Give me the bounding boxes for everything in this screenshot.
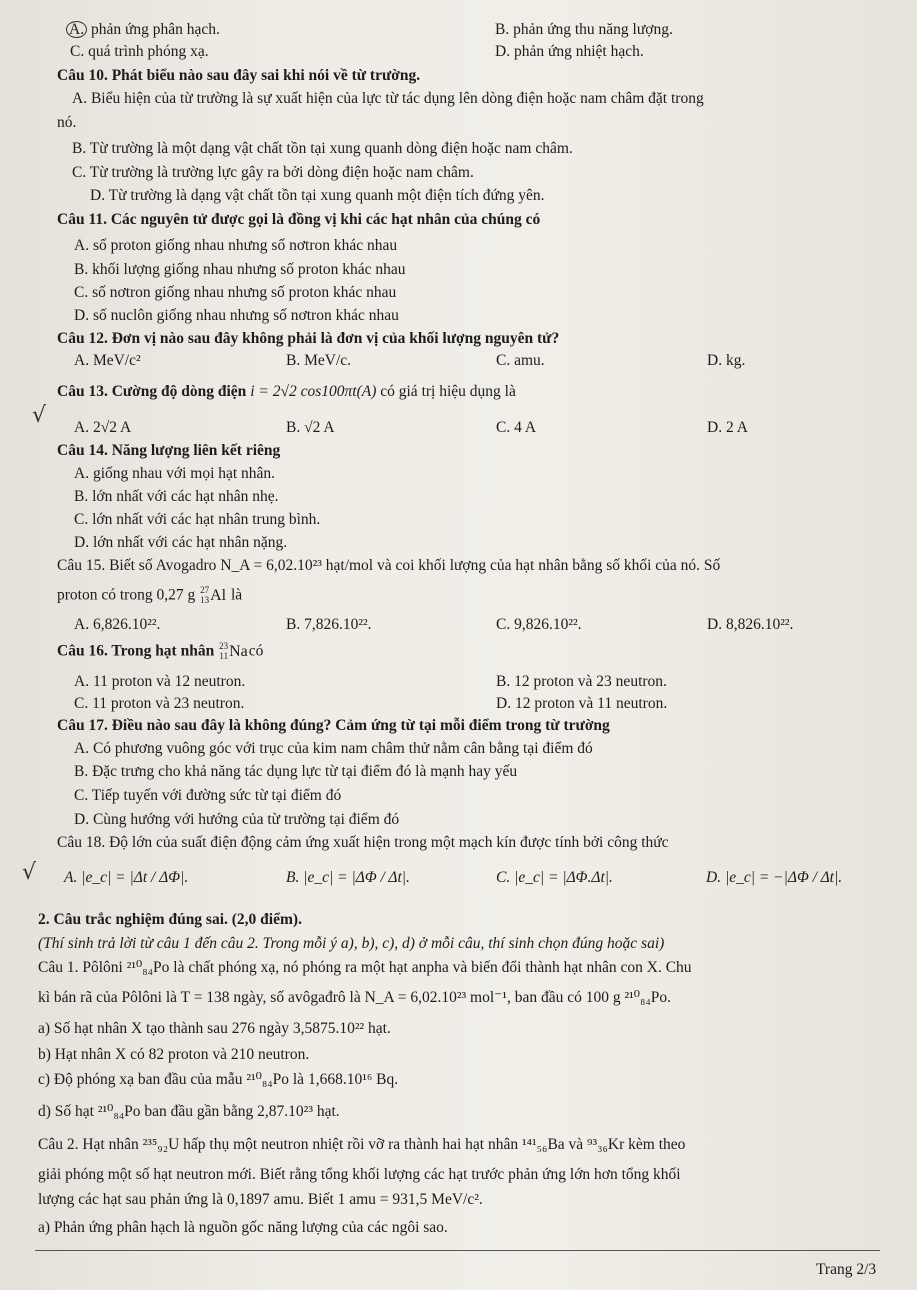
- page-number: Trang 2/3: [816, 1261, 877, 1278]
- part2-q2-line2: giải phóng một số hạt neutron mới. Biết rằng tổng khối lượng các hạt trước phản ứng lớn hơn tổng khối: [38, 1166, 681, 1183]
- q13-title-post: có giá trị hiệu dụng là: [380, 383, 516, 400]
- q18-option-b: B. |e_c| = |ΔΦ / Δt|.: [286, 869, 410, 886]
- q16-title-post: có: [248, 642, 264, 660]
- q12-option-c: C. amu.: [496, 352, 545, 369]
- q14-title: Câu 14. Năng lượng liên kết riêng: [57, 442, 281, 459]
- q12-option-a: A. MeV/c²: [74, 352, 141, 369]
- q10-option-c: C. Từ trường là trường lực gây ra bởi dòng điện hoặc nam châm.: [72, 164, 474, 181]
- q12-option-d: D. kg.: [707, 352, 746, 369]
- q12-option-b: B. MeV/c.: [286, 352, 352, 369]
- top-option-b: B. phản ứng thu năng lượng.: [495, 21, 673, 38]
- q14-option-d: D. lớn nhất với các hạt nhân nặng.: [74, 534, 288, 551]
- q16-title-pre: Câu 16. Trong hạt nhân: [57, 642, 215, 660]
- q13-option-b: B. √2 A: [286, 419, 335, 436]
- q10-option-b: B. Từ trường là một dạng vật chất tồn tại xung quanh dòng điện hoặc nam châm.: [72, 140, 573, 157]
- q16-option-c: C. 11 proton và 23 neutron.: [74, 695, 245, 712]
- top-option-c: C. quá trình phóng xạ.: [70, 43, 209, 60]
- q13-title: [57, 382, 516, 402]
- q15-option-b: B. 7,826.10²².: [286, 616, 372, 633]
- q16-nuclide: [219, 641, 248, 663]
- part2-q1-a: a) Số hạt nhân X tạo thành sau 276 ngày 3,5875.10²² hạt.: [38, 1020, 391, 1037]
- part2-heading: 2. Câu trắc nghiệm đúng sai. (2,0 điểm).: [38, 911, 302, 928]
- part2-q1-line1: Câu 1. Pôlôni ²¹⁰₈₄Po là chất phóng xạ, nó phóng ra một hạt anpha và biến đổi thành hạt nhân con X. Chu: [38, 959, 692, 976]
- part2-q2-line3: lượng các hạt sau phản ứng là 0,1897 amu. Biết 1 amu = 931,5 MeV/c².: [38, 1191, 483, 1208]
- q13-option-d: D. 2 A: [707, 419, 748, 436]
- q10-option-a-cont: nó.: [57, 114, 77, 131]
- q17-title: Câu 17. Điều nào sau đây là không đúng? Cảm ứng từ tại mỗi điểm trong từ trường: [57, 717, 610, 734]
- q12-title: Câu 12. Đơn vị nào sau đây không phải là đơn vị của khối lượng nguyên tử?: [57, 330, 560, 347]
- part2-q2-line1: Câu 2. Hạt nhân ²³⁵₉₂U hấp thụ một neutron nhiệt rồi vỡ ra thành hai hạt nhân ¹⁴¹₅₆Ba và ⁹³₃₆Kr kèm theo: [38, 1136, 686, 1153]
- q15-atomic-number: 13: [200, 595, 210, 605]
- q16-title: [57, 641, 263, 663]
- q13-title-pre: Câu 13. Cường độ dòng điện: [57, 383, 247, 400]
- q15-mass-number: 27: [200, 585, 210, 595]
- q11-option-c: C. số nơtron giống nhau nhưng số proton khác nhau: [74, 284, 397, 301]
- q15-option-a: A. 6,826.10²².: [74, 616, 161, 633]
- q10-option-a: A. Biểu hiện của từ trường là sự xuất hiện của lực từ tác dụng lên dòng điện hoặc nam châm đặt trong: [72, 90, 704, 107]
- part2-q1-line2: kì bán rã của Pôlôni là T = 138 ngày, số avôgađrô là N_A = 6,02.10²³ mol⁻¹, ban đầu có 100 g ²¹⁰₈₄Po.: [38, 989, 672, 1006]
- q11-title: Câu 11. Các nguyên tử được gọi là đồng vị khi các hạt nhân của chúng có: [57, 211, 541, 228]
- q14-option-b: B. lớn nhất với các hạt nhân nhẹ.: [74, 488, 279, 505]
- q18-option-c: C. |e_c| = |ΔΦ.Δt|.: [496, 869, 613, 886]
- q18-title: Câu 18. Độ lớn của suất điện động cảm ứng xuất hiện trong một mạch kín được tính bởi công thức: [57, 834, 669, 851]
- checkmark-icon: √: [22, 860, 37, 885]
- q16-option-d: D. 12 proton và 11 neutron.: [496, 695, 668, 712]
- q15-option-c: C. 9,826.10²².: [496, 616, 582, 633]
- top-option-a-text: phản ứng phân hạch.: [90, 21, 220, 38]
- top-option-a: A. phản ứng phân hạch.: [66, 20, 220, 40]
- q16-option-a: A. 11 proton và 12 neutron.: [74, 673, 246, 690]
- q13-formula: i = 2√2 cos100πt(A): [250, 383, 377, 400]
- q15-line2-pre: proton có trong 0,27 g: [57, 586, 196, 604]
- q15-option-d: D. 8,826.10²².: [707, 616, 794, 633]
- q17-option-a: A. Có phương vuông góc với trục của kim nam châm thử nằm cân bằng tại điểm đó: [74, 740, 593, 757]
- q11-option-a: A. số proton giống nhau nhưng số nơtron khác nhau: [74, 237, 398, 254]
- part2-q1-d: d) Số hạt ²¹⁰₈₄Po ban đầu gần bằng 2,87.10²³ hạt.: [38, 1103, 340, 1120]
- part2-q1-b: b) Hạt nhân X có 82 proton và 210 neutron.: [38, 1046, 310, 1063]
- q15-nuclide: [200, 585, 226, 607]
- q14-option-a: A. giống nhau với mọi hạt nhân.: [74, 465, 276, 482]
- q17-option-d: D. Cùng hướng với hướng của từ trường tại điểm đó: [74, 811, 400, 828]
- q17-option-b: B. Đặc trưng cho khả năng tác dụng lực từ tại điểm đó là mạnh hay yếu: [74, 763, 518, 780]
- q15-line2: [57, 585, 242, 607]
- q11-option-d: D. số nuclôn giống nhau nhưng số nơtron khác nhau: [74, 307, 399, 324]
- q15-line2-post: là: [230, 586, 243, 604]
- q18-option-a: A. |e_c| = |Δt / ΔΦ|.: [64, 869, 189, 886]
- part2-q1-c: c) Độ phóng xạ ban đầu của mẫu ²¹⁰₈₄Po là 1,668.10¹⁶ Bq.: [38, 1071, 399, 1088]
- q13-option-c: C. 4 A: [496, 419, 537, 436]
- q10-option-d: D. Từ trường là dạng vật chất tồn tại xung quanh một điện tích đứng yên.: [90, 187, 545, 204]
- q15-symbol: Al: [210, 587, 227, 604]
- q16-option-b: B. 12 proton và 23 neutron.: [496, 673, 667, 690]
- q16-symbol: Na: [229, 643, 248, 660]
- q13-option-a: A. 2√2 A: [74, 419, 132, 436]
- q10-title: Câu 10. Phát biểu nào sau đây sai khi nói về từ trường.: [57, 67, 421, 84]
- q16-mass-number: 23: [219, 641, 229, 651]
- q16-atomic-number: 11: [219, 651, 229, 661]
- part2-q2-a: a) Phản ứng phân hạch là nguồn gốc năng lượng của các ngôi sao.: [38, 1219, 448, 1236]
- q14-option-c: C. lớn nhất với các hạt nhân trung bình.: [74, 511, 321, 528]
- q17-option-c: C. Tiếp tuyến với đường sức từ tại điểm đó: [74, 787, 342, 804]
- q15-title: Câu 15. Biết số Avogadro N_A = 6,02.10²³ hạt/mol và coi khối lượng của hạt nhân bằng số khối của nó. Số: [57, 557, 721, 574]
- part2-instruction: (Thí sinh trả lời từ câu 1 đến câu 2. Trong mỗi ý a), b), c), d) ở mỗi câu, thí sinh chọn đúng hoặc sai): [38, 935, 665, 952]
- checkmark-icon: √: [32, 403, 47, 428]
- top-option-d: D. phản ứng nhiệt hạch.: [495, 43, 644, 60]
- q11-option-b: B. khối lượng giống nhau nhưng số proton khác nhau: [74, 261, 406, 278]
- footer-divider: [35, 1250, 880, 1251]
- q18-option-d: D. |e_c| = −|ΔΦ / Δt|.: [706, 869, 843, 886]
